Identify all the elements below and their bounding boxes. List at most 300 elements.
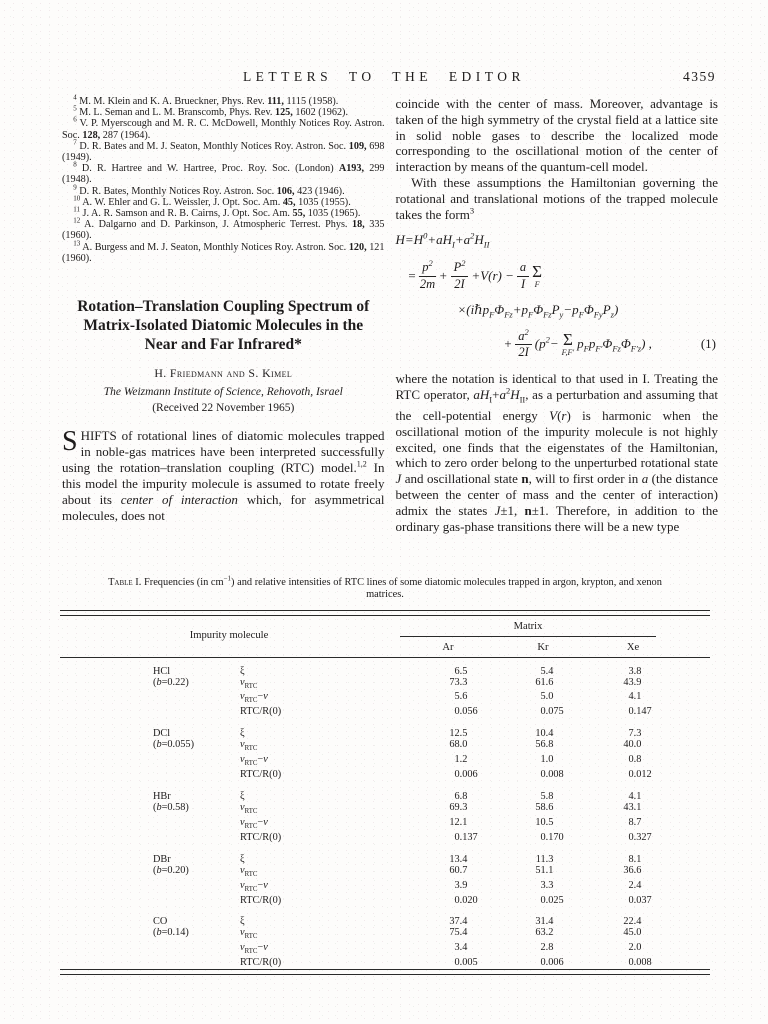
article-received-date: (Received 22 November 1965) bbox=[152, 402, 295, 415]
equation-number: (1) bbox=[700, 336, 716, 352]
table-cell: .327 bbox=[633, 831, 652, 843]
table-row bbox=[60, 906, 710, 928]
molecule-cell-empty bbox=[60, 943, 238, 958]
table-value bbox=[498, 803, 588, 818]
table-cell: .2 bbox=[545, 927, 554, 939]
table-cell: .137 bbox=[459, 831, 478, 843]
row-spacer bbox=[678, 707, 710, 718]
table-cell: .4 bbox=[459, 916, 468, 928]
table-row bbox=[60, 833, 710, 844]
table-cell: 0 bbox=[540, 769, 546, 781]
table-cell: .006 bbox=[545, 957, 564, 969]
table-value bbox=[498, 781, 588, 803]
table-cell: 0 bbox=[540, 894, 546, 906]
table-value bbox=[398, 896, 498, 907]
table-cell: 12 bbox=[449, 728, 460, 740]
article-authors: H. Friedmann and S. Kimel bbox=[154, 366, 293, 381]
table-caption-label: Table I. bbox=[108, 577, 142, 588]
reference-marker: 10 bbox=[73, 194, 81, 203]
table-value bbox=[588, 896, 678, 907]
reference-marker: 7 bbox=[73, 138, 77, 147]
table-cell: .1 bbox=[633, 801, 642, 813]
table-cell: 69 bbox=[449, 801, 460, 813]
table-cell: .4 bbox=[459, 927, 468, 939]
table-cell: .025 bbox=[545, 894, 564, 906]
row-quantity-label: $\nu_{RTC}$ bbox=[240, 739, 258, 753]
table-cell: 58 bbox=[535, 801, 546, 813]
table-cell: .9 bbox=[633, 676, 642, 688]
table-value bbox=[398, 818, 498, 833]
table-value bbox=[498, 866, 588, 881]
table-cell: .5 bbox=[459, 665, 468, 677]
table-row bbox=[60, 803, 710, 818]
table-value bbox=[398, 943, 498, 958]
table-cell: .3 bbox=[459, 801, 468, 813]
table-cell: .020 bbox=[459, 894, 478, 906]
drop-cap: S bbox=[62, 426, 78, 458]
plus-sign: + bbox=[438, 268, 448, 283]
table-row bbox=[60, 657, 710, 677]
table-cell: 10 bbox=[535, 816, 546, 828]
table-value bbox=[498, 740, 588, 755]
row-spacer bbox=[678, 866, 710, 881]
equation-line-2 bbox=[407, 258, 719, 291]
reference-marker: 11 bbox=[73, 205, 80, 214]
table-value bbox=[588, 707, 678, 718]
table-cell: .170 bbox=[545, 831, 564, 843]
table-cell: 6 bbox=[454, 665, 460, 677]
table-cell: 5 bbox=[540, 665, 546, 677]
equation-block bbox=[396, 232, 719, 359]
table-value bbox=[398, 770, 498, 781]
fraction-P2-2I: $\frac{P^2}{2I}$ bbox=[451, 261, 469, 290]
table-value bbox=[398, 657, 498, 677]
reference-item: $^{12}$ A. Dalgarno and D. Parkinson, J. Atmospheric Terrest. Phys. 18, 335 (1960). bbox=[62, 216, 385, 242]
row-spacer bbox=[678, 781, 710, 803]
right-column bbox=[396, 96, 719, 534]
table-value bbox=[588, 657, 678, 677]
table-row bbox=[60, 818, 710, 833]
table-cell: .0 bbox=[545, 691, 554, 703]
table-value bbox=[588, 844, 678, 866]
table-cell: 0 bbox=[628, 754, 634, 766]
table-cell: .0 bbox=[459, 739, 468, 751]
table-value bbox=[588, 692, 678, 707]
molecule-name: HBr bbox=[153, 791, 171, 803]
molecule-cell-empty bbox=[60, 881, 238, 896]
table-cell: .1 bbox=[633, 691, 642, 703]
table-cell: .075 bbox=[545, 706, 564, 718]
table-row bbox=[60, 958, 710, 969]
table-cell: .0 bbox=[633, 927, 642, 939]
fraction-a-I: $\frac{a}{I}$ bbox=[517, 261, 529, 290]
molecule-name: HCl bbox=[153, 665, 171, 677]
molecule-cell-empty bbox=[60, 818, 238, 833]
table-value bbox=[398, 707, 498, 718]
table-cell: 3 bbox=[540, 879, 546, 891]
table-cell: 0 bbox=[540, 706, 546, 718]
molecule-cell-empty bbox=[60, 692, 238, 707]
row-quantity-label: RTC/R(0) bbox=[240, 831, 282, 843]
table-value bbox=[498, 707, 588, 718]
table-cell: 45 bbox=[623, 927, 634, 939]
table-cell: 1 bbox=[540, 754, 546, 766]
row-spacer bbox=[678, 896, 710, 907]
table-section bbox=[60, 574, 710, 975]
table-cell: 36 bbox=[623, 864, 634, 876]
reference-marker: 5 bbox=[73, 104, 77, 113]
table-value bbox=[498, 657, 588, 677]
reference-marker: 12 bbox=[73, 216, 81, 225]
row-quantity-label: $\nu_{RTC}-\nu$ bbox=[240, 691, 268, 705]
row-quantity-label: $\nu_{RTC}-\nu$ bbox=[240, 816, 268, 830]
table-cell: .056 bbox=[459, 706, 478, 718]
table-value bbox=[398, 803, 498, 818]
intro-text: HIFTS of rotational lines of diatomic molecules trapped in noble-gas matrices have been interpreted successfully using the rotation–translation coupling (RTC) model.$^{1,2}$ In this model the impurity molecule is assumed to rotate freely about its center of interaction which, for asymmetrical molecules, does not bbox=[62, 428, 385, 524]
table-cell: 73 bbox=[449, 676, 460, 688]
table-cell: 0 bbox=[454, 706, 460, 718]
table-value bbox=[398, 740, 498, 755]
table-cell: 0 bbox=[540, 831, 546, 843]
table-cell: .3 bbox=[633, 728, 642, 740]
table-value bbox=[398, 866, 498, 881]
table-value bbox=[588, 943, 678, 958]
table-cell: .006 bbox=[459, 769, 478, 781]
table-cell: 11 bbox=[535, 853, 546, 865]
table-row bbox=[60, 678, 710, 693]
row-quantity-label: RTC/R(0) bbox=[240, 957, 282, 969]
table-row bbox=[60, 707, 710, 718]
table-value bbox=[398, 844, 498, 866]
table-cell: 0 bbox=[454, 957, 460, 969]
table-row bbox=[60, 844, 710, 866]
table-cell: 3 bbox=[628, 665, 634, 677]
table-value bbox=[398, 678, 498, 693]
table-cell: 1 bbox=[454, 754, 460, 766]
row-quantity-label: RTC/R(0) bbox=[240, 894, 282, 906]
table-value bbox=[498, 770, 588, 781]
table-row bbox=[60, 928, 710, 943]
intro-paragraph bbox=[62, 428, 385, 524]
table-cell: 40 bbox=[623, 739, 634, 751]
table-cell: 0 bbox=[454, 769, 460, 781]
molecule-cell-empty bbox=[60, 833, 238, 844]
table-cell: 31 bbox=[535, 916, 546, 928]
table-cell: 8 bbox=[628, 853, 634, 865]
molecule-b-value: (b=0.14) bbox=[153, 927, 189, 939]
reference-marker: 8 bbox=[73, 160, 77, 169]
table-value bbox=[588, 958, 678, 969]
table-value bbox=[498, 678, 588, 693]
body-paragraph-1: coincide with the center of mass. Moreover, advantage is taken of the high symmetry of the crystal field at a lattice site in solid noble gases to describe the localized mode corresponding to the oscillational motion of the center of interaction by means of the quantum-cell model. bbox=[395, 96, 718, 175]
table-cell: .4 bbox=[545, 665, 554, 677]
table-cell: 63 bbox=[535, 927, 546, 939]
table-cell: .5 bbox=[545, 816, 554, 828]
table-cell: .4 bbox=[459, 942, 468, 954]
reference-marker: 9 bbox=[73, 183, 77, 192]
article-title-line-1: Rotation–Translation Coupling Spectrum of bbox=[77, 298, 370, 316]
left-column bbox=[62, 93, 385, 534]
table-cell: .8 bbox=[633, 754, 642, 766]
row-quantity-label: $\nu_{RTC}$ bbox=[240, 676, 258, 690]
table-cell: 0 bbox=[454, 894, 460, 906]
equation-line-3: $\times(i\hbar p_F\Phi_{Fz}+p_F\Phi_{Fz}P_y-p_F\Phi_{Fy}P_z)$ bbox=[457, 301, 619, 320]
row-spacer bbox=[678, 928, 710, 943]
table-row bbox=[60, 740, 710, 755]
table-cell: 5 bbox=[540, 791, 546, 803]
table-cell: .8 bbox=[545, 739, 554, 751]
table-cell: .8 bbox=[545, 942, 554, 954]
table-value bbox=[398, 881, 498, 896]
row-spacer bbox=[678, 881, 710, 896]
row-quantity-label: $\nu_{RTC}$ bbox=[240, 927, 258, 941]
molecule-cell-empty bbox=[60, 770, 238, 781]
table-cell: 3 bbox=[454, 942, 460, 954]
molecule-cell-empty bbox=[60, 707, 238, 718]
table-cell: 3 bbox=[454, 879, 460, 891]
table-value bbox=[588, 718, 678, 740]
matrix-column-header: Ar bbox=[398, 637, 498, 658]
table-value bbox=[588, 906, 678, 928]
article-header bbox=[62, 297, 385, 414]
table-value bbox=[398, 906, 498, 928]
molecule-name: DCl bbox=[153, 728, 171, 740]
equation-open-terms: ($p^2-$ bbox=[534, 334, 559, 352]
table-cell: 0 bbox=[454, 831, 460, 843]
reference-item: $^{11}$ J. A. R. Samson and R. B. Cairns, J. Opt. Soc. Am. 55, 1035 (1965). bbox=[73, 205, 361, 220]
row-quantity-label: ξ bbox=[240, 665, 245, 677]
row-spacer bbox=[678, 678, 710, 693]
equation-mid-terms: +V(r) − bbox=[471, 268, 514, 283]
table-cell: 75 bbox=[449, 927, 460, 939]
table-cell: .0 bbox=[633, 942, 642, 954]
table-value bbox=[498, 844, 588, 866]
table-cell: 43 bbox=[623, 676, 634, 688]
molecule-cell-empty bbox=[60, 755, 238, 770]
table-value bbox=[498, 833, 588, 844]
row-quantity-label: ξ bbox=[240, 916, 245, 928]
fraction-p2-2m: $\frac{p^2}{2m}$ bbox=[419, 258, 436, 291]
references-list bbox=[62, 93, 385, 264]
row-quantity-label: RTC/R(0) bbox=[240, 706, 282, 718]
table-cell: .037 bbox=[633, 894, 652, 906]
journal-header bbox=[0, 69, 768, 85]
table-cell: 0 bbox=[628, 957, 634, 969]
reference-item: $^9$ D. R. Bates, Monthly Notices Roy. Astron. Soc. 106, 423 (1946). bbox=[73, 183, 345, 197]
reference-marker: 13 bbox=[73, 239, 81, 248]
table-cell: 0 bbox=[540, 957, 546, 969]
table-value bbox=[588, 866, 678, 881]
reference-item: $^{10}$ A. W. Ehler and G. L. Weissler, J. Opt. Soc. Am. 45, 1035 (1955). bbox=[73, 194, 351, 208]
table-row bbox=[60, 881, 710, 896]
table-cell: .008 bbox=[545, 769, 564, 781]
table-cell: .1 bbox=[545, 864, 554, 876]
table-cell: 61 bbox=[535, 676, 546, 688]
row-spacer bbox=[678, 906, 710, 928]
table-cell: .4 bbox=[633, 879, 642, 891]
table-cell: 10 bbox=[535, 728, 546, 740]
table-cell: .9 bbox=[459, 879, 468, 891]
table-cell: 60 bbox=[449, 864, 460, 876]
table-value bbox=[498, 755, 588, 770]
molecule-name: CO bbox=[153, 916, 168, 928]
row-spacer bbox=[678, 755, 710, 770]
row-spacer bbox=[678, 943, 710, 958]
row-quantity-label: ξ bbox=[240, 728, 245, 740]
table-cell: .1 bbox=[459, 816, 468, 828]
molecule-b-value: (b=0.22) bbox=[153, 676, 189, 688]
table-cell: 12 bbox=[449, 816, 460, 828]
article-title bbox=[62, 297, 385, 354]
article-affiliation: The Weizmann Institute of Science, Rehovoth, Israel bbox=[103, 386, 343, 399]
row-quantity-label: $\nu_{RTC}$ bbox=[240, 864, 258, 878]
table-row bbox=[60, 718, 710, 740]
row-spacer bbox=[678, 803, 710, 818]
table-cell: .0 bbox=[633, 739, 642, 751]
table-cell: .1 bbox=[633, 791, 642, 803]
row-quantity-label: $\nu_{RTC}-\nu$ bbox=[240, 942, 268, 956]
table-value bbox=[498, 943, 588, 958]
equation-line-4 bbox=[503, 326, 719, 359]
table-cell: .4 bbox=[545, 728, 554, 740]
table-cell: .147 bbox=[633, 706, 652, 718]
table-cell: 37 bbox=[449, 916, 460, 928]
body-paragraph-3: where the notation is identical to that used in I. Treating the RTC operator, $aH_I+a^2H_{II}$, as a perturbation and assuming that the cell-potential energy V(r) is harmonic when the oscillational motion of the impurity molecule is not highly excited, one finds that the eigenstates of the Hamiltonian, which to zero order belong to the unperturbed rotational state J and oscillational state n, will to first order in a (the distance between the center of mass and the center of interaction) admix the states J±1, n±1. Therefore, in addition to the ordinary gas-phase transitions there will be a new type bbox=[395, 370, 719, 534]
table-value bbox=[588, 755, 678, 770]
table-value bbox=[398, 928, 498, 943]
table-cell: 4 bbox=[628, 691, 634, 703]
table-value bbox=[498, 906, 588, 928]
table-cell: 4 bbox=[628, 791, 634, 803]
table-cell: 56 bbox=[535, 739, 546, 751]
reference-item: $^7$ D. R. Bates and M. J. Seaton, Monthly Notices Roy. Astron. Soc. 109, 698 (1949). bbox=[62, 138, 385, 164]
table-cell: .7 bbox=[633, 816, 642, 828]
row-spacer bbox=[678, 740, 710, 755]
impurity-molecule-header: Impurity molecule bbox=[60, 616, 398, 658]
equation-line-1: $H=H^0+aH_I+a^2H_{II}$ bbox=[395, 231, 490, 250]
table-value bbox=[588, 818, 678, 833]
table-value bbox=[588, 781, 678, 803]
table-cell: .8 bbox=[545, 791, 554, 803]
body-paragraph-2: With these assumptions the Hamiltonian governing the rotational and translational motions of the trapped molecule takes the form$^3$ bbox=[395, 174, 718, 222]
molecule-b-value: (b=0.20) bbox=[153, 864, 189, 876]
matrix-column-header: Xe bbox=[588, 637, 678, 658]
table-value bbox=[588, 881, 678, 896]
table-caption bbox=[95, 574, 675, 601]
table-cell: .1 bbox=[633, 853, 642, 865]
table-cell: .7 bbox=[459, 864, 468, 876]
row-spacer bbox=[678, 833, 710, 844]
table-cell: 2 bbox=[628, 942, 634, 954]
table-cell: .3 bbox=[545, 879, 554, 891]
row-spacer bbox=[678, 844, 710, 866]
row-quantity-label: RTC/R(0) bbox=[240, 769, 282, 781]
table-cell: .5 bbox=[459, 728, 468, 740]
table-cell: 68 bbox=[449, 739, 460, 751]
table-row bbox=[60, 770, 710, 781]
table-value bbox=[398, 755, 498, 770]
table-cell: 13 bbox=[449, 853, 460, 865]
table-cell: .4 bbox=[545, 916, 554, 928]
molecule-b-value: (b=0.58) bbox=[153, 801, 189, 813]
row-quantity-label: $\nu_{RTC}$ bbox=[240, 801, 258, 815]
table-cell: .6 bbox=[545, 801, 554, 813]
table-cell: .008 bbox=[633, 957, 652, 969]
plus-sign: + bbox=[503, 336, 513, 352]
table-cell: 0 bbox=[628, 831, 634, 843]
table-cell: 51 bbox=[535, 864, 546, 876]
table-cell: 22 bbox=[623, 916, 634, 928]
running-title: LETTERS TO THE EDITOR bbox=[242, 69, 526, 84]
table-value bbox=[498, 928, 588, 943]
table-cell: 8 bbox=[628, 816, 634, 828]
table-value bbox=[588, 770, 678, 781]
table-cell: 2 bbox=[540, 942, 546, 954]
table-value bbox=[398, 692, 498, 707]
table-value bbox=[588, 833, 678, 844]
table-row bbox=[60, 755, 710, 770]
summation-FFprime: Σ F,F′ bbox=[561, 330, 575, 358]
table-cell: 7 bbox=[628, 728, 634, 740]
table-cell: .2 bbox=[459, 754, 468, 766]
table-row bbox=[60, 943, 710, 958]
row-spacer bbox=[678, 657, 710, 677]
table-value bbox=[498, 958, 588, 969]
molecule-b-value: (b=0.055) bbox=[153, 739, 194, 751]
reference-item: $^{13}$ A. Burgess and M. J. Seaton, Monthly Notices Roy. Astron. Soc. 120, 121 (1960). bbox=[62, 239, 385, 264]
table-caption-text: Frequencies (in $cm^{-1}$) and relative intensities of RTC lines of some diatomic molecules trapped in argon, krypton, and xenon matrices. bbox=[143, 574, 662, 600]
row-spacer bbox=[678, 818, 710, 833]
table-cell: 5 bbox=[540, 691, 546, 703]
table-cell: .8 bbox=[459, 791, 468, 803]
table-bottom-rule bbox=[60, 969, 710, 975]
fraction-a2-2I: $\frac{a^2}{2I}$ bbox=[515, 330, 532, 359]
table-cell: 0 bbox=[628, 706, 634, 718]
molecule-cell-empty bbox=[60, 958, 238, 969]
page-number: 4359 bbox=[683, 69, 716, 84]
row-spacer bbox=[678, 718, 710, 740]
table-cell: 6 bbox=[454, 791, 460, 803]
table-cell: 5 bbox=[454, 691, 460, 703]
table-row bbox=[60, 781, 710, 803]
table-value bbox=[498, 718, 588, 740]
table-cell: .6 bbox=[545, 676, 554, 688]
row-quantity-label: $\nu_{RTC}-\nu$ bbox=[240, 879, 268, 893]
table-cell: 0 bbox=[628, 894, 634, 906]
table-cell: .012 bbox=[633, 769, 652, 781]
table-cell: .0 bbox=[545, 754, 554, 766]
table-value bbox=[498, 818, 588, 833]
row-spacer bbox=[678, 692, 710, 707]
two-column-layout bbox=[62, 93, 719, 534]
table-value bbox=[498, 881, 588, 896]
reference-item: $^8$ D. R. Hartree and W. Hartree, Proc. Roy. Soc. (London) A193, 299 (1948). bbox=[62, 160, 385, 186]
header-spacer bbox=[678, 616, 710, 658]
equation-close-terms: $p_Fp_{F'}\Phi_{Fz}\Phi_{F'z}$) , bbox=[577, 336, 652, 354]
table-value bbox=[588, 928, 678, 943]
row-spacer bbox=[678, 770, 710, 781]
table-cell: 43 bbox=[623, 801, 634, 813]
reference-item: $^5$ M. L. Seman and L. M. Branscomb, Phys. Rev. 125, 1602 (1962). bbox=[73, 104, 348, 119]
table-value bbox=[588, 678, 678, 693]
table-cell: .005 bbox=[459, 957, 478, 969]
matrix-column-header: Kr bbox=[498, 637, 588, 658]
reference-marker: 4 bbox=[73, 93, 77, 102]
equals-sign: = bbox=[407, 268, 417, 283]
table-value bbox=[398, 781, 498, 803]
table-cell: .4 bbox=[633, 916, 642, 928]
reference-item: $^4$ M. M. Klein and K. A. Brueckner, Phys. Rev. 111, 1115 (1958). bbox=[73, 93, 339, 107]
